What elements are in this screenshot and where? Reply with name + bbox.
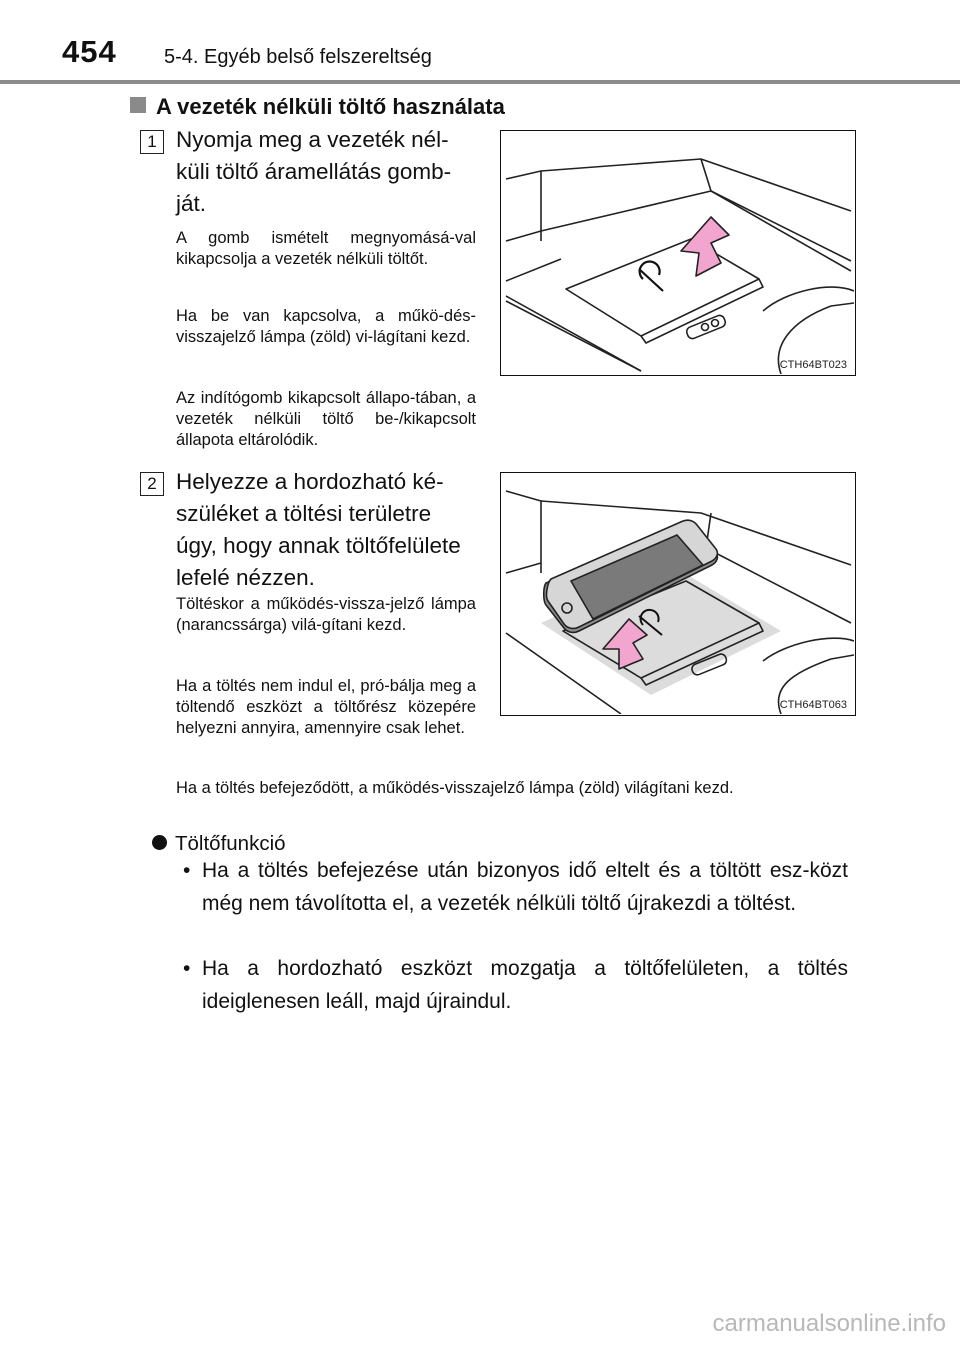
figure-2-code: CTH64BT063 — [779, 699, 847, 711]
page-number: 454 — [62, 34, 117, 69]
bullet-dot-1: • — [183, 859, 191, 882]
footer-watermark: carmanualsonline.info — [712, 1310, 946, 1337]
feature-bullet-1: Ha a töltés befejezése után bizonyos idő eltelt és a töltött esz-közt még nem távolította el, a vezeték nélküli töltő újrakezdi a töltést. — [202, 859, 848, 915]
step-1-title: Nyomja meg a vezeték nél- küli töltő áramellátás gomb- ját. — [176, 127, 452, 216]
completion-note: Ha a töltés befejeződött, a működés-visszajelző lámpa (zöld) világítani kezd. — [176, 779, 734, 797]
step-number-1: 1 — [140, 130, 164, 154]
place-device-illustration — [501, 473, 854, 714]
section-breadcrumb: 5-4. Egyéb belső felszereltség — [164, 46, 432, 68]
charger-button-illustration — [501, 131, 854, 374]
feature-bullet-2: Ha a hordozható eszközt mozgatja a töltőfelületen, a töltés ideiglenesen leáll, majd újraindul. — [202, 957, 848, 1013]
feature-title: Töltőfunkció — [175, 832, 286, 855]
figure-place-device — [500, 472, 856, 716]
section-heading — [130, 94, 505, 120]
step-1-paragraph-1: A gomb ismételt megnyomásá-val kikapcsolja a vezeték nélküli töltőt. — [176, 229, 476, 268]
figure-charger-button — [500, 130, 856, 376]
step-1-paragraph-2: Ha be van kapcsolva, a műkö-dés-visszajelző lámpa (zöld) vi-lágítani kezd. — [176, 307, 476, 346]
feature-heading — [152, 832, 286, 856]
step-1-paragraph-3: Az indítógomb kikapcsolt állapo-tában, a vezeték nélküli töltő be-/kikapcsolt állapota eltárolódik. — [176, 389, 476, 449]
heading-text: A vezeték nélküli töltő használata — [156, 94, 505, 119]
wireless-charge-icon — [639, 262, 663, 291]
header-divider — [0, 80, 960, 84]
step-2-paragraph-1: Töltéskor a működés-vissza-jelző lámpa (narancssárga) vilá-gítani kezd. — [176, 595, 476, 634]
figure-1-code: CTH64BT023 — [779, 359, 847, 371]
press-arrow-icon — [681, 217, 729, 276]
feature-bullet-icon — [152, 835, 167, 850]
step-number-2: 2 — [140, 472, 164, 496]
step-2-paragraph-2: Ha a töltés nem indul el, pró-bálja meg a töltendő eszközt a töltőrész közepére helyezni annyira, amennyire csak lehet. — [176, 677, 476, 737]
heading-square-icon — [130, 97, 146, 113]
step-2-title: Helyezze a hordozható ké- szüléket a töltési területre úgy, hogy annak töltőfelülete lefelé nézzen. — [176, 469, 461, 590]
bullet-dot-2: • — [183, 957, 191, 980]
